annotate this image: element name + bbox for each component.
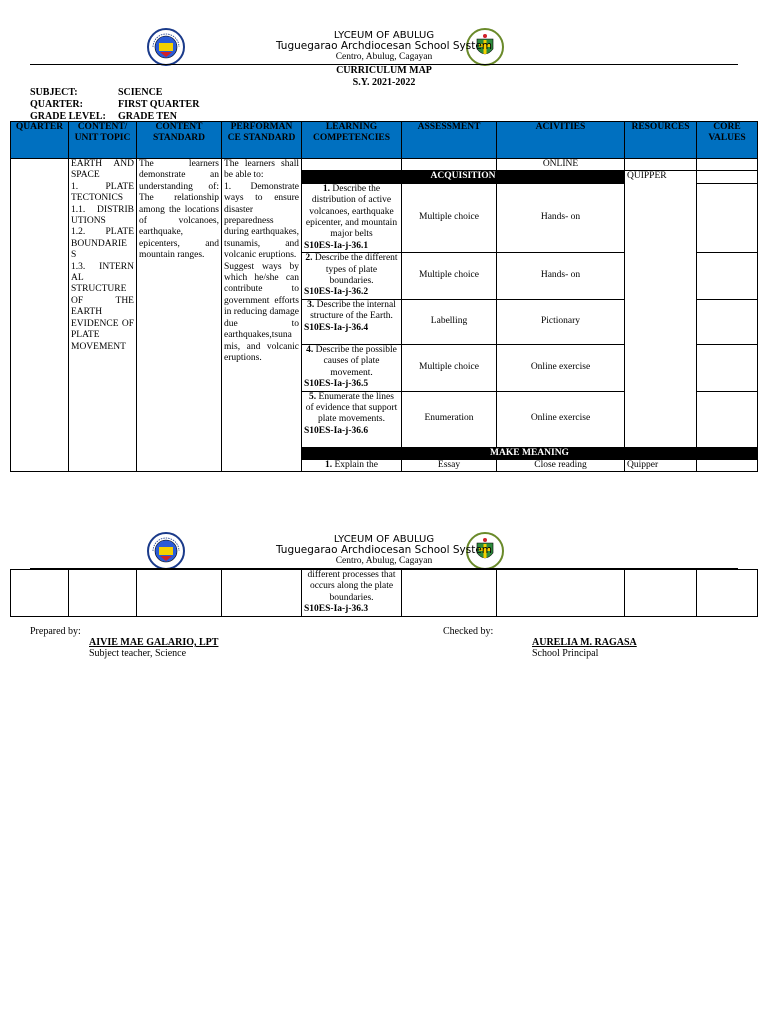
checked-by-block: [532, 637, 637, 659]
assessment-cell: Multiple choice: [402, 183, 497, 252]
empty-cell: [402, 159, 497, 171]
competency-code: S10ES-Ia-j-36.1: [304, 240, 369, 251]
school-year: S.Y. 2021-2022: [352, 77, 416, 88]
activity-cell: Pictionary: [497, 299, 625, 344]
core-values-cell: [697, 344, 758, 391]
curriculum-map-table-continued: [10, 569, 758, 617]
school-name: LYCEUM OF ABULUG: [333, 30, 435, 41]
content-standard-cell: The learners demonstrate an understanding of: The relationship among the locations of volcanoes, earthquake, epicenters, and mountain ranges.: [137, 159, 222, 472]
school-header: [0, 30, 768, 63]
competency-cell: [302, 183, 402, 252]
quarter-value: FIRST QUARTER: [118, 99, 200, 110]
activity-cell: Hands- on: [497, 183, 625, 252]
empty-cell: [11, 570, 69, 617]
resources-cell: QUIPPER: [625, 171, 697, 447]
competency-number: 2.: [305, 253, 313, 264]
table-header-row: [11, 122, 758, 159]
col-header: PERFORMAN CE STANDARD: [222, 122, 302, 159]
competency-code: S10ES-Ia-j-36.2: [304, 287, 369, 298]
prepared-by-role: Subject teacher, Science: [89, 648, 187, 659]
subject-value: SCIENCE: [118, 87, 163, 98]
competency-code: S10ES-Ia-j-36.6: [304, 425, 369, 436]
phase-acquisition: ACQUISITION: [302, 171, 625, 183]
school-header: [0, 534, 768, 567]
col-header: QUARTER: [11, 122, 69, 159]
empty-cell: [222, 570, 302, 617]
meta-values: [118, 87, 199, 123]
content-topic-cell: EARTH AND SPACE 1. PLATE TECTONICS 1.1. DISTRIB UTIONS 1.2. PLATE BOUNDARIE S 1.3. INTERN AL STRUCTURE OF THE EARTH EVIDENCE OF PLATE MOVEMENT: [69, 159, 137, 472]
competency-number: 5.: [309, 391, 317, 402]
mode-row: [11, 159, 758, 171]
col-header: ACIVITIES: [497, 122, 625, 159]
grade-value: GRADE TEN: [118, 111, 177, 122]
core-values-cell: [697, 459, 758, 471]
school-system: Tuguegarao Archdiocesan School System: [275, 544, 493, 556]
competency-cell: [302, 253, 402, 300]
competency-cell: [302, 391, 402, 447]
competency-text: different processes that occurs along the plate boundaries.: [307, 570, 396, 603]
assessment-cell: Enumeration: [402, 391, 497, 447]
grade-label: GRADE LEVEL:: [30, 111, 106, 122]
col-header: LEARNING COMPETENCIES: [302, 122, 402, 159]
competency-cell: [302, 570, 402, 617]
checked-by-role: School Principal: [532, 648, 599, 659]
competency-cell: [302, 344, 402, 391]
school-address: Centro, Abulug, Cagayan: [335, 556, 433, 566]
col-header: RESOURCES: [625, 122, 697, 159]
empty-cell: [697, 159, 758, 171]
school-name: LYCEUM OF ABULUG: [333, 534, 435, 545]
competency-text: Describe the different types of plate boundaries.: [314, 253, 398, 287]
competency-cell: [302, 459, 402, 471]
competency-text: Describe the distribution of active volcanoes, earthquake epicenter, and mountain major belts: [305, 183, 398, 240]
quarter-label: QUARTER:: [30, 99, 83, 110]
resources-cell: Quipper: [625, 459, 697, 471]
prepared-by-name: AIVIE MAE GALARIO, LPT: [89, 637, 219, 648]
empty-cell: [697, 570, 758, 617]
col-header: CONTENT STANDARD: [137, 122, 222, 159]
school-system: Tuguegarao Archdiocesan School System: [275, 40, 493, 52]
activity-cell: Close reading: [497, 459, 625, 471]
meta-labels: [30, 87, 106, 123]
assessment-cell: Essay: [402, 459, 497, 471]
empty-cell: [625, 570, 697, 617]
quarter-cell: [11, 159, 69, 472]
core-values-cell: [697, 253, 758, 300]
competency-text: Explain the: [334, 459, 379, 470]
doc-title: CURRICULUM MAP: [336, 65, 432, 76]
competency-cell: [302, 299, 402, 344]
activity-cell: Online exercise: [497, 391, 625, 447]
curriculum-map-table: [10, 121, 758, 472]
empty-cell: [69, 570, 137, 617]
performance-standard-cell: The learners shall be able to: 1. Demonstrate ways to ensure disaster preparedness during earthquakes, tsunamis, and volcanic eruptions. Suggest ways by which he/she can contribute to government efforts in reducing damage due to earthquakes,tsuna mis, and volcanic eruptions.: [222, 159, 302, 472]
competency-text: Enumerate the lines of evidence that support plate movements.: [305, 391, 398, 425]
col-header: CORE VALUES: [697, 122, 758, 159]
assessment-cell: Multiple choice: [402, 344, 497, 391]
mode-label: ONLINE: [497, 159, 625, 171]
col-header: ASSESSMENT: [402, 122, 497, 159]
school-address: Centro, Abulug, Cagayan: [335, 52, 433, 62]
competency-number: 3.: [307, 299, 315, 310]
competency-code: S10ES-Ia-j-36.5: [304, 379, 369, 390]
empty-cell: [497, 570, 625, 617]
empty-cell: [697, 171, 758, 183]
col-header: CONTENT/ UNIT TOPIC: [69, 122, 137, 159]
prepared-by-block: [89, 637, 218, 659]
competency-number: 1.: [324, 459, 333, 470]
competency-text: Describe the internal structure of the Earth.: [310, 299, 396, 322]
checked-by-name: AURELIA M. RAGASA: [532, 637, 637, 648]
assessment-cell: Labelling: [402, 299, 497, 344]
checked-by-label: Checked by:: [443, 626, 494, 637]
competency-number: 1.: [322, 183, 330, 194]
assessment-cell: Multiple choice: [402, 253, 497, 300]
competency-code: S10ES-Ia-j-36.4: [304, 322, 369, 333]
empty-cell: [302, 159, 402, 171]
activity-cell: Online exercise: [497, 344, 625, 391]
activity-cell: Hands- on: [497, 253, 625, 300]
phase-make-meaning: MAKE MEANING: [302, 447, 758, 459]
competency-text: Describe the possible causes of plate movement.: [315, 344, 397, 378]
empty-cell: [625, 159, 697, 171]
continued-row: [11, 570, 758, 617]
core-values-cell: [697, 299, 758, 344]
core-values-cell: [697, 391, 758, 447]
competency-number: 4.: [306, 344, 314, 355]
prepared-by-label: Prepared by:: [30, 626, 81, 637]
empty-cell: [137, 570, 222, 617]
empty-cell: [402, 570, 497, 617]
subject-label: SUBJECT:: [30, 87, 78, 98]
competency-code: S10ES-Ia-j-36.3: [304, 604, 369, 615]
core-values-cell: [697, 183, 758, 252]
